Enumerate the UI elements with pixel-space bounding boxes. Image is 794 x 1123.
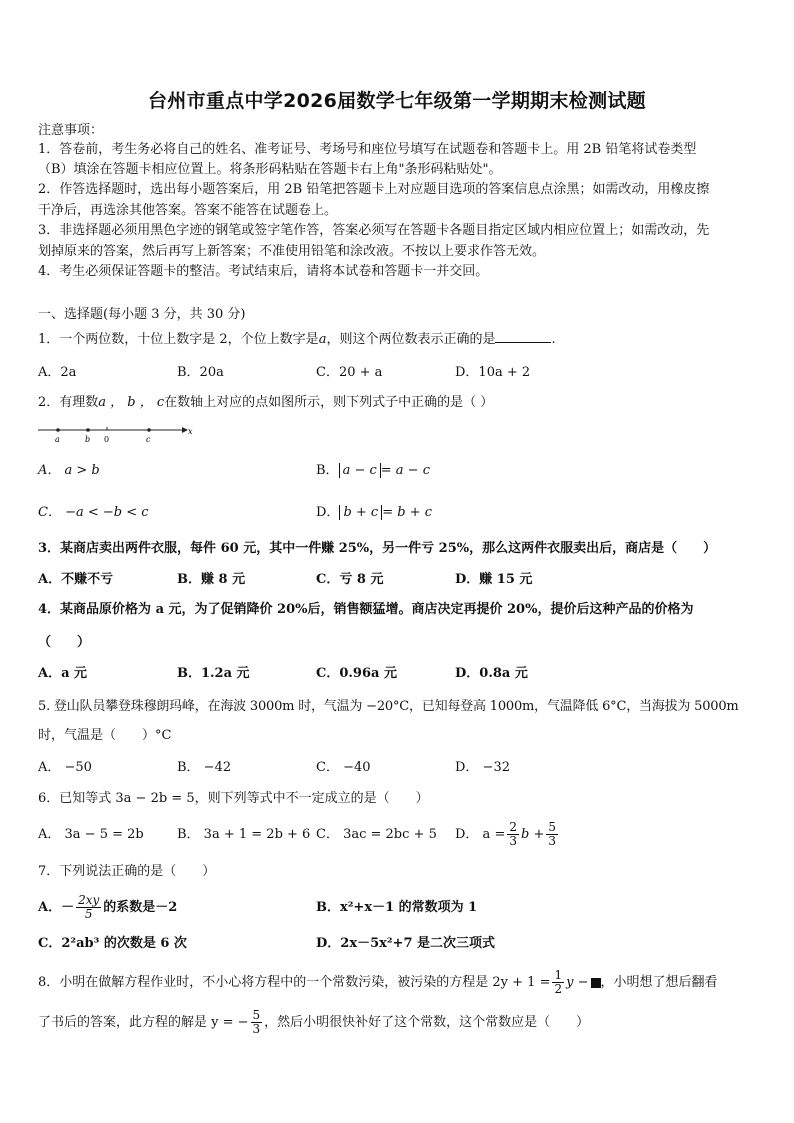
q3-option-a: A．不赚不亏 bbox=[38, 572, 114, 587]
q1-text: 1．一个两位数，十位上数字是 2，个位上数字是 bbox=[38, 332, 319, 347]
fraction bbox=[251, 1009, 263, 1036]
q1-option-c: C．20 + a bbox=[316, 365, 383, 380]
q2-text: 在数轴上对应的点如图所示，则下列式子中正确的是（ ） bbox=[164, 395, 494, 410]
notice-line: 4．考生必须保证答题卡的整洁。考试结束后，请将本试卷和答题卡一并交回。 bbox=[38, 264, 489, 279]
question-4-stem: 4．某商品原价格为 a 元，为了促销降价 20%后，销售额猛增。商店决定再提价 20%，提价后这种产品的价格为 bbox=[38, 602, 694, 617]
notice-line: 划掉原来的答案，然后再写上新答案；不准使用铅笔和涂改液。不按以上要求作答无效。 bbox=[38, 244, 546, 259]
label-a: a bbox=[55, 435, 60, 444]
question-2-stem bbox=[38, 393, 762, 413]
q1-option-d: D．10a + 2 bbox=[455, 365, 531, 380]
q6-d-mid: b + bbox=[520, 827, 545, 842]
q2-option-c: C． −a < −b < c bbox=[38, 505, 149, 520]
label-c: c bbox=[146, 435, 151, 444]
label-x: x bbox=[188, 427, 193, 436]
section-heading: 一、选择题(每小题 3 分，共 30 分) bbox=[38, 307, 246, 322]
q7-a-text: 的系数是－2 bbox=[103, 900, 178, 915]
q7-option-a bbox=[38, 888, 177, 928]
question-4-paren: （ ） bbox=[38, 635, 91, 650]
q1-var: a bbox=[318, 332, 327, 347]
question-5-stem: 5. 登山队员攀登珠穆朗玛峰，在海波 3000m 时，气温为 −20°C，已知每登高 1000m，气温降低 6°C，当海拔为 5000m bbox=[38, 699, 739, 714]
q3-option-b: B．赚 8 元 bbox=[177, 572, 246, 587]
q5-option-c: C． −40 bbox=[316, 760, 371, 775]
q1-text: ，则这个两位数表示正确的是 bbox=[326, 332, 496, 347]
q2-d-abs: b + c bbox=[339, 505, 382, 520]
q8-text: 了书后的答案，此方程的解是 y = − bbox=[38, 1015, 249, 1030]
fraction-numerator: 5 bbox=[548, 820, 556, 834]
q2-d-label: D． bbox=[316, 505, 340, 520]
fraction-numerator: 1 bbox=[554, 968, 563, 982]
q7-a-label: A．－ bbox=[38, 900, 75, 915]
number-line-figure bbox=[36, 422, 196, 446]
q8-text: y − bbox=[566, 975, 589, 990]
question-6-stem: 6．已知等式 3a − 2b = 5，则下列等式中不一定成立的是（ ） bbox=[38, 791, 429, 806]
q3-option-c: C．亏 8 元 bbox=[316, 572, 384, 587]
notice-line: 2．作答选择题时，选出每小题答案后，用 2B 铅笔把答题卡上对应题目选项的答案信息点涂黑；如需改动，用橡皮擦 bbox=[38, 182, 710, 197]
question-7-stem: 7．下列说法正确的是（ ） bbox=[38, 864, 216, 879]
question-8-stem bbox=[38, 963, 762, 1003]
q7-option-b: B．x²+x－1 的常数项为 1 bbox=[316, 900, 478, 915]
q1-option-b: B．20a bbox=[177, 365, 224, 380]
q6-option-c: C． 3ac = 2bc + 5 bbox=[316, 827, 437, 842]
q6-option-b: B． 3a + 1 = 2b + 6 bbox=[177, 827, 311, 842]
q2-text: 2．有理数 bbox=[38, 395, 99, 410]
q2-b-rhs: = a − c bbox=[380, 463, 430, 478]
question-1-stem bbox=[38, 330, 762, 350]
q2-option-d bbox=[316, 503, 432, 523]
fraction bbox=[546, 821, 558, 848]
label-zero: 0 bbox=[104, 435, 110, 444]
notice-line: 3．非选择题必须用黑色字迹的钢笔或签字笔作答，答案必须写在答题卡各题目指定区域内相应位置上；如需改动，先 bbox=[38, 223, 710, 238]
fraction-denominator: 3 bbox=[548, 834, 556, 848]
q2-b-abs: a − c bbox=[339, 463, 381, 478]
answer-blank bbox=[495, 330, 551, 343]
q2-vars: a ， b ， c bbox=[98, 395, 165, 410]
q8-text: ，小明想了想后翻看 bbox=[600, 975, 718, 990]
q6-d-lhs: D． a = bbox=[455, 827, 506, 842]
fraction bbox=[76, 894, 101, 921]
question-8-stem-2 bbox=[38, 1003, 762, 1043]
notice-heading: 注意事项： bbox=[38, 123, 104, 138]
q3-option-d: D．赚 15 元 bbox=[455, 572, 533, 587]
question-3-stem: 3．某商店卖出两件衣服，每件 60 元，其中一件赚 25%，另一件亏 25%，那么这两件衣服卖出后，商店是（ ） bbox=[38, 541, 717, 556]
fraction-denominator: 3 bbox=[252, 1022, 261, 1036]
question-5-stem-2: 时，气温是（ ）°C bbox=[38, 728, 172, 743]
fraction-numerator: 2 bbox=[509, 820, 517, 834]
q7-option-c: C．2²ab³ 的次数是 6 次 bbox=[38, 936, 187, 951]
notice-line: 干净后，再选涂其他答案。答案不能答在试题卷上。 bbox=[38, 203, 338, 218]
q4-option-c: C．0.96a 元 bbox=[316, 666, 397, 681]
page-title: 台州市重点中学2026届数学七年级第一学期期末检测试题 bbox=[148, 90, 646, 112]
q8-text: 8．小明在做解方程作业时，不小心将方程中的一个常数污染，被污染的方程是 2y + 1 = bbox=[38, 975, 551, 990]
fraction-numerator: 5 bbox=[252, 1008, 261, 1022]
fraction-denominator: 3 bbox=[509, 834, 517, 848]
point-c bbox=[147, 428, 151, 432]
q4-option-d: D．0.8a 元 bbox=[455, 666, 528, 681]
q6-option-a: A． 3a − 5 = 2b bbox=[38, 827, 144, 842]
fraction-denominator: 2 bbox=[554, 982, 563, 996]
q4-option-a: A．a 元 bbox=[38, 666, 88, 681]
notice-line: 1．答卷前，考生务必将自己的姓名、准考证号、考场号和座位号填写在试题卷和答题卡上。用 2B 铅笔将试卷类型 bbox=[38, 142, 697, 157]
notice-line: （B）填涂在答题卡相应位置上。将条形码粘贴在答题卡右上角"条形码粘贴处"。 bbox=[38, 162, 502, 177]
q5-option-a: A． −50 bbox=[38, 760, 92, 775]
q1-option-a: A．2a bbox=[38, 365, 77, 380]
ink-blot-icon bbox=[591, 978, 601, 988]
fraction-denominator: 5 bbox=[84, 907, 93, 921]
q2-d-rhs: = b + c bbox=[382, 505, 432, 520]
fraction-numerator: 2xy bbox=[78, 893, 100, 907]
point-a bbox=[56, 428, 60, 432]
q2-b-label: B． bbox=[316, 463, 339, 478]
q6-option-d bbox=[455, 815, 560, 855]
q2-option-a: A． a > b bbox=[38, 463, 100, 478]
label-b: b bbox=[85, 435, 91, 444]
q5-option-d: D． −32 bbox=[455, 760, 510, 775]
fraction bbox=[507, 821, 519, 848]
fraction bbox=[552, 969, 564, 996]
q7-option-d: D．2x－5x²+7 是二次三项式 bbox=[316, 936, 496, 951]
q1-text: . bbox=[551, 332, 556, 347]
point-b bbox=[86, 428, 90, 432]
q5-option-b: B． −42 bbox=[177, 760, 232, 775]
q8-text: ，然后小明很快补好了这个常数，这个常数应是（ ） bbox=[264, 1015, 590, 1030]
q2-option-b bbox=[316, 461, 430, 481]
q4-option-b: B．1.2a 元 bbox=[177, 666, 250, 681]
